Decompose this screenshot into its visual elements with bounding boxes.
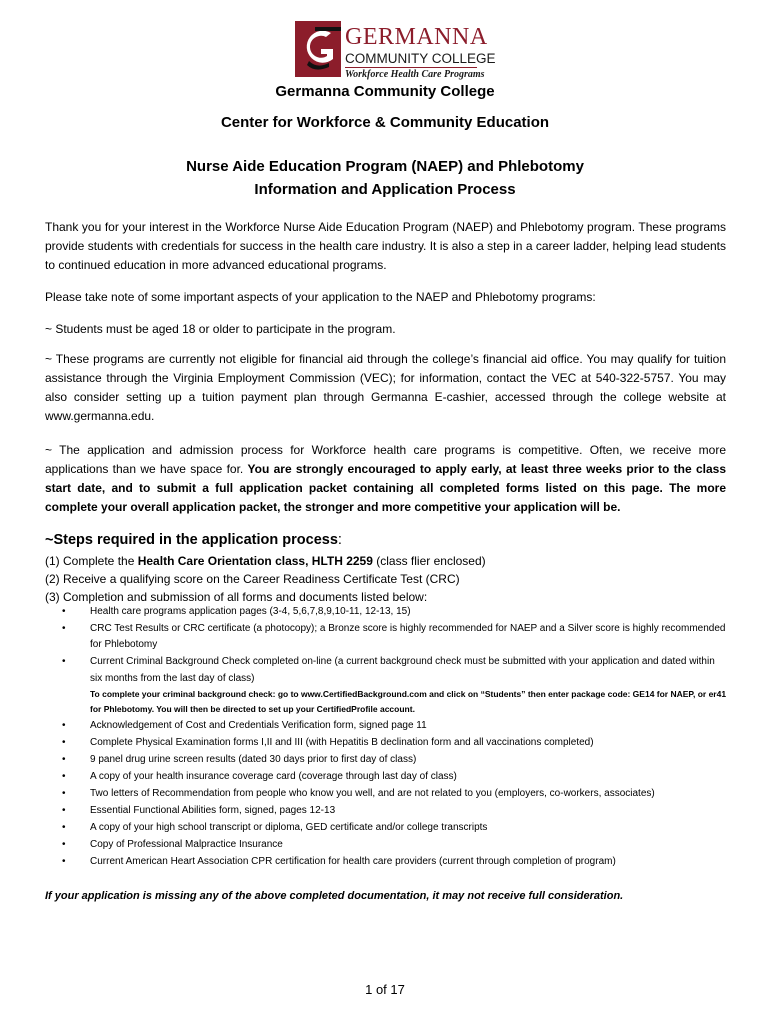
list-item [62,654,727,717]
center-title: Center for Workforce & Community Education [220,114,550,131]
bullet-icon: • [62,770,66,782]
bullet-icon: • [62,804,66,816]
list-item [62,786,727,802]
program-title-line2: Information and Application Process [254,181,516,198]
list-item-text: Acknowledgement of Cost and Credentials Verification form, signed page 11 [90,719,427,731]
steps-heading [45,530,342,550]
bullet-icon: • [62,753,66,765]
college-logo [295,19,496,81]
steps-heading-colon: : [337,532,342,548]
bullet-icon: • [62,606,66,617]
program-title-line1: Nurse Aide Education Program (NAEP) and Phlebotomy [186,158,584,175]
step-3: (3) Completion and submission of all forms and documents listed below: [45,590,428,604]
missing-documentation-warning: If your application is missing any of the above completed documentation, it may not receive full consideration. [45,890,624,902]
steps-heading-text: ~Steps required in the application process [45,532,338,548]
list-item [62,735,727,751]
list-item [62,837,727,853]
logo-tagline: Workforce Health Care Programs [345,69,485,80]
competitive-paragraph [45,441,726,517]
list-item-text: Two letters of Recommendation from people who know you well, and are not related to you (employers, co-workers, associates) [90,787,655,799]
competitive-emphasis: You are strongly encouraged to apply early, at least three weeks prior to the class start date, and to submit a full application packet containing all completed forms listed on this page. The more complete your overall application packet, the stronger and more competitive your application will be. [45,462,726,514]
age-requirement: ~ Students must be aged 18 or older to participate in the program. [45,322,396,336]
list-item [62,820,727,836]
list-item [62,803,727,819]
step-1-prefix: (1) Complete the [45,554,138,568]
required-documents-list [62,604,727,871]
list-item-text: Current American Heart Association CPR certification for health care providers (current through completion of program) [90,855,616,867]
step-1 [45,552,486,570]
list-item [62,718,727,734]
list-item-text: Current Criminal Background Check completed on-line (a current background check must be submitted with your application and dated within six months from the last day of class) [90,656,715,684]
logo-name: GERMANNA [345,24,488,50]
bullet-icon: • [62,821,66,833]
list-item-text: Copy of Professional Malpractice Insurance [90,838,283,850]
list-item [62,621,727,654]
list-item-text: CRC Test Results or CRC certificate (a photocopy); a Bronze score is highly recommended for NAEP and a Silver score is highly recommended for Phlebotomy [90,623,726,651]
college-title: Germanna Community College [275,83,495,100]
bullet-icon: • [62,719,66,731]
list-item [62,604,727,620]
bullet-icon: • [62,855,66,867]
step-1-suffix: (class flier enclosed) [372,554,486,568]
list-item [62,769,727,785]
financial-aid-paragraph: ~ These programs are currently not eligible for financial aid through the college’s financial aid office. You may qualify for tuition assistance through the Virginia Employment Commission (VEC); for information, contact the VEC at 540-322-5757. You may also consider setting up a tuition payment plan through Germanna E-cashier, accessed through the college website at www.germanna.edu. [45,352,726,423]
competitive-text: ~ The application and admission process for Workforce health care programs is competitive. Often, we receive more applications than we have space for. [45,443,726,476]
background-check-instructions: To complete your criminal background check: go to www.CertifiedBackground.com and click on “Students” then enter package code: GE14 for NAEP, or er41 for Phlebotomy. You will then be directed to set up your CertifiedProfile account. [90,689,727,715]
list-item-text: A copy of your health insurance coverage card (coverage through last day of class) [90,770,457,782]
bullet-icon: • [62,736,66,748]
logo-subtitle: COMMUNITY COLLEGE [345,51,496,66]
list-item-text: Essential Functional Abilities form, signed, pages 12-13 [90,804,336,816]
page-number: 1 of 17 [365,982,405,997]
step-2: (2) Receive a qualifying score on the Career Readiness Certificate Test (CRC) [45,572,460,586]
list-item-text: Complete Physical Examination forms I,II and III (with Hepatitis B declination form and all vaccinations completed) [90,736,594,748]
note-paragraph: Please take note of some important aspects of your application to the NAEP and Phlebotomy programs: [45,290,596,304]
list-item-text: Health care programs application pages (3-4, 5,6,7,8,9,10-11, 12-13, 15) [90,606,411,617]
step-1-class: Health Care Orientation class, HLTH 2259 [137,554,373,568]
list-item-text: 9 panel drug urine screen results (dated 30 days prior to first day of class) [90,753,417,765]
bullet-icon: • [62,656,66,668]
list-item [62,752,727,768]
list-item [62,854,727,870]
college-logo-mark-icon [295,19,345,79]
bullet-icon: • [62,787,66,799]
list-item-text: A copy of your high school transcript or diploma, GED certificate and/or college transcripts [90,821,488,833]
bullet-icon: • [62,623,66,634]
bullet-icon: • [62,838,66,850]
intro-paragraph: Thank you for your interest in the Workforce Nurse Aide Education Program (NAEP) and Phlebotomy program. These programs provide students with credentials for success in the health care industry. It is also a step in a career ladder, helping lead students to continued education in more advanced educational programs. [45,220,726,272]
